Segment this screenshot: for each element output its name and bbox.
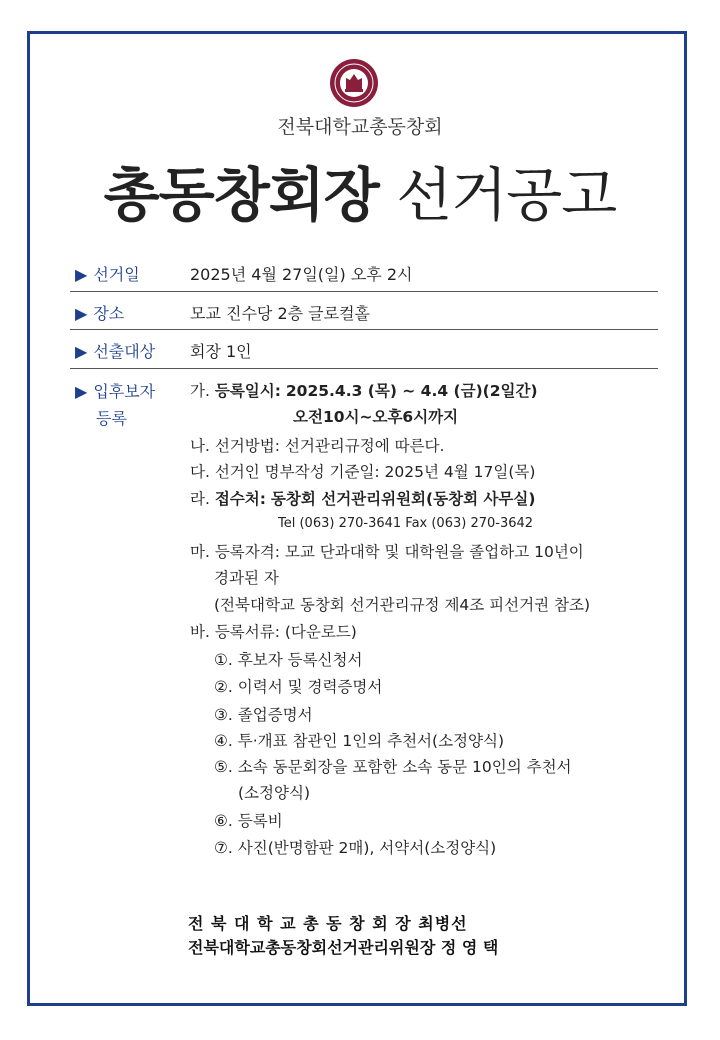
registration-label: ▶ 입후보자 등록 (75, 382, 156, 428)
title-bold: 총동창회장 (103, 161, 379, 229)
doc-item: ⑤. 소속 동문회장을 포함한 소속 동문 10인의 추천서 (214, 758, 572, 776)
divider (70, 291, 658, 292)
row-label: 선출대상 (93, 342, 156, 361)
reg-item-c: 다. 선거인 명부작성 기준일: 2025년 4월 17일(목) (190, 463, 536, 481)
triangle-bullet-icon: ▶ (75, 304, 88, 323)
page-title (0, 148, 720, 232)
doc-item: ⑥. 등록비 (214, 812, 283, 830)
signature-president: 전 북 대 학 교 총 동 창 회 장 최병선 (188, 914, 468, 933)
doc-item: ⑦. 사진(반명함판 2매), 서약서(소정양식) (214, 839, 497, 857)
row-value: 회장 1인 (190, 342, 252, 361)
signature-committee-chair: 전북대학교총동창회선거관리위원장 정 영 택 (188, 938, 499, 957)
reg-item-d: 라. 접수처: 동창회 선거관리위원회(동창회 사무실) (190, 490, 536, 508)
doc-item: ④. 투·개표 참관인 1인의 추천서(소정양식) (214, 732, 505, 750)
reg-item-a-time: 오전10시~오후6시까지 (293, 408, 459, 426)
triangle-bullet-icon: ▶ (75, 342, 88, 361)
triangle-bullet-icon: ▶ (75, 382, 88, 401)
organization-name: 전북대학교총동창회 (277, 116, 443, 138)
row-value: 2025년 4월 27일(일) 오후 2시 (190, 265, 413, 284)
doc-item: (소정양식) (238, 784, 310, 802)
row-value: 모교 진수당 2층 글로컬홀 (190, 304, 370, 323)
row-label: 장소 (93, 304, 125, 323)
doc-item: ②. 이력서 및 경력증명서 (214, 678, 383, 696)
title-regular: 선거공고 (396, 161, 617, 229)
divider (70, 368, 658, 369)
divider (70, 329, 658, 330)
reg-item-e-line3: (전북대학교 동창회 선거관리규정 제4조 피선거권 참조) (214, 596, 590, 614)
reg-item-b: 나. 선거방법: 선거관리규정에 따른다. (190, 437, 445, 455)
reg-item-f: 바. 등록서류: (다운로드) (190, 623, 357, 641)
reg-item-e-line2: 경과된 자 (214, 569, 279, 587)
doc-item: ①. 후보자 등록신청서 (214, 651, 363, 669)
university-emblem-icon (329, 58, 379, 108)
row-label: 선거일 (93, 265, 140, 284)
reg-item-d-contact: Tel (063) 270-3641 Fax (063) 270-3642 (278, 516, 534, 531)
reg-item-e-line1: 마. 등록자격: 모교 단과대학 및 대학원을 졸업하고 10년이 (190, 543, 584, 561)
triangle-bullet-icon: ▶ (75, 265, 88, 284)
doc-item: ③. 졸업증명서 (214, 706, 313, 724)
reg-item-a: 가. 등록일시: 2025.4.3 (목) ~ 4.4 (금)(2일간) (190, 382, 538, 400)
